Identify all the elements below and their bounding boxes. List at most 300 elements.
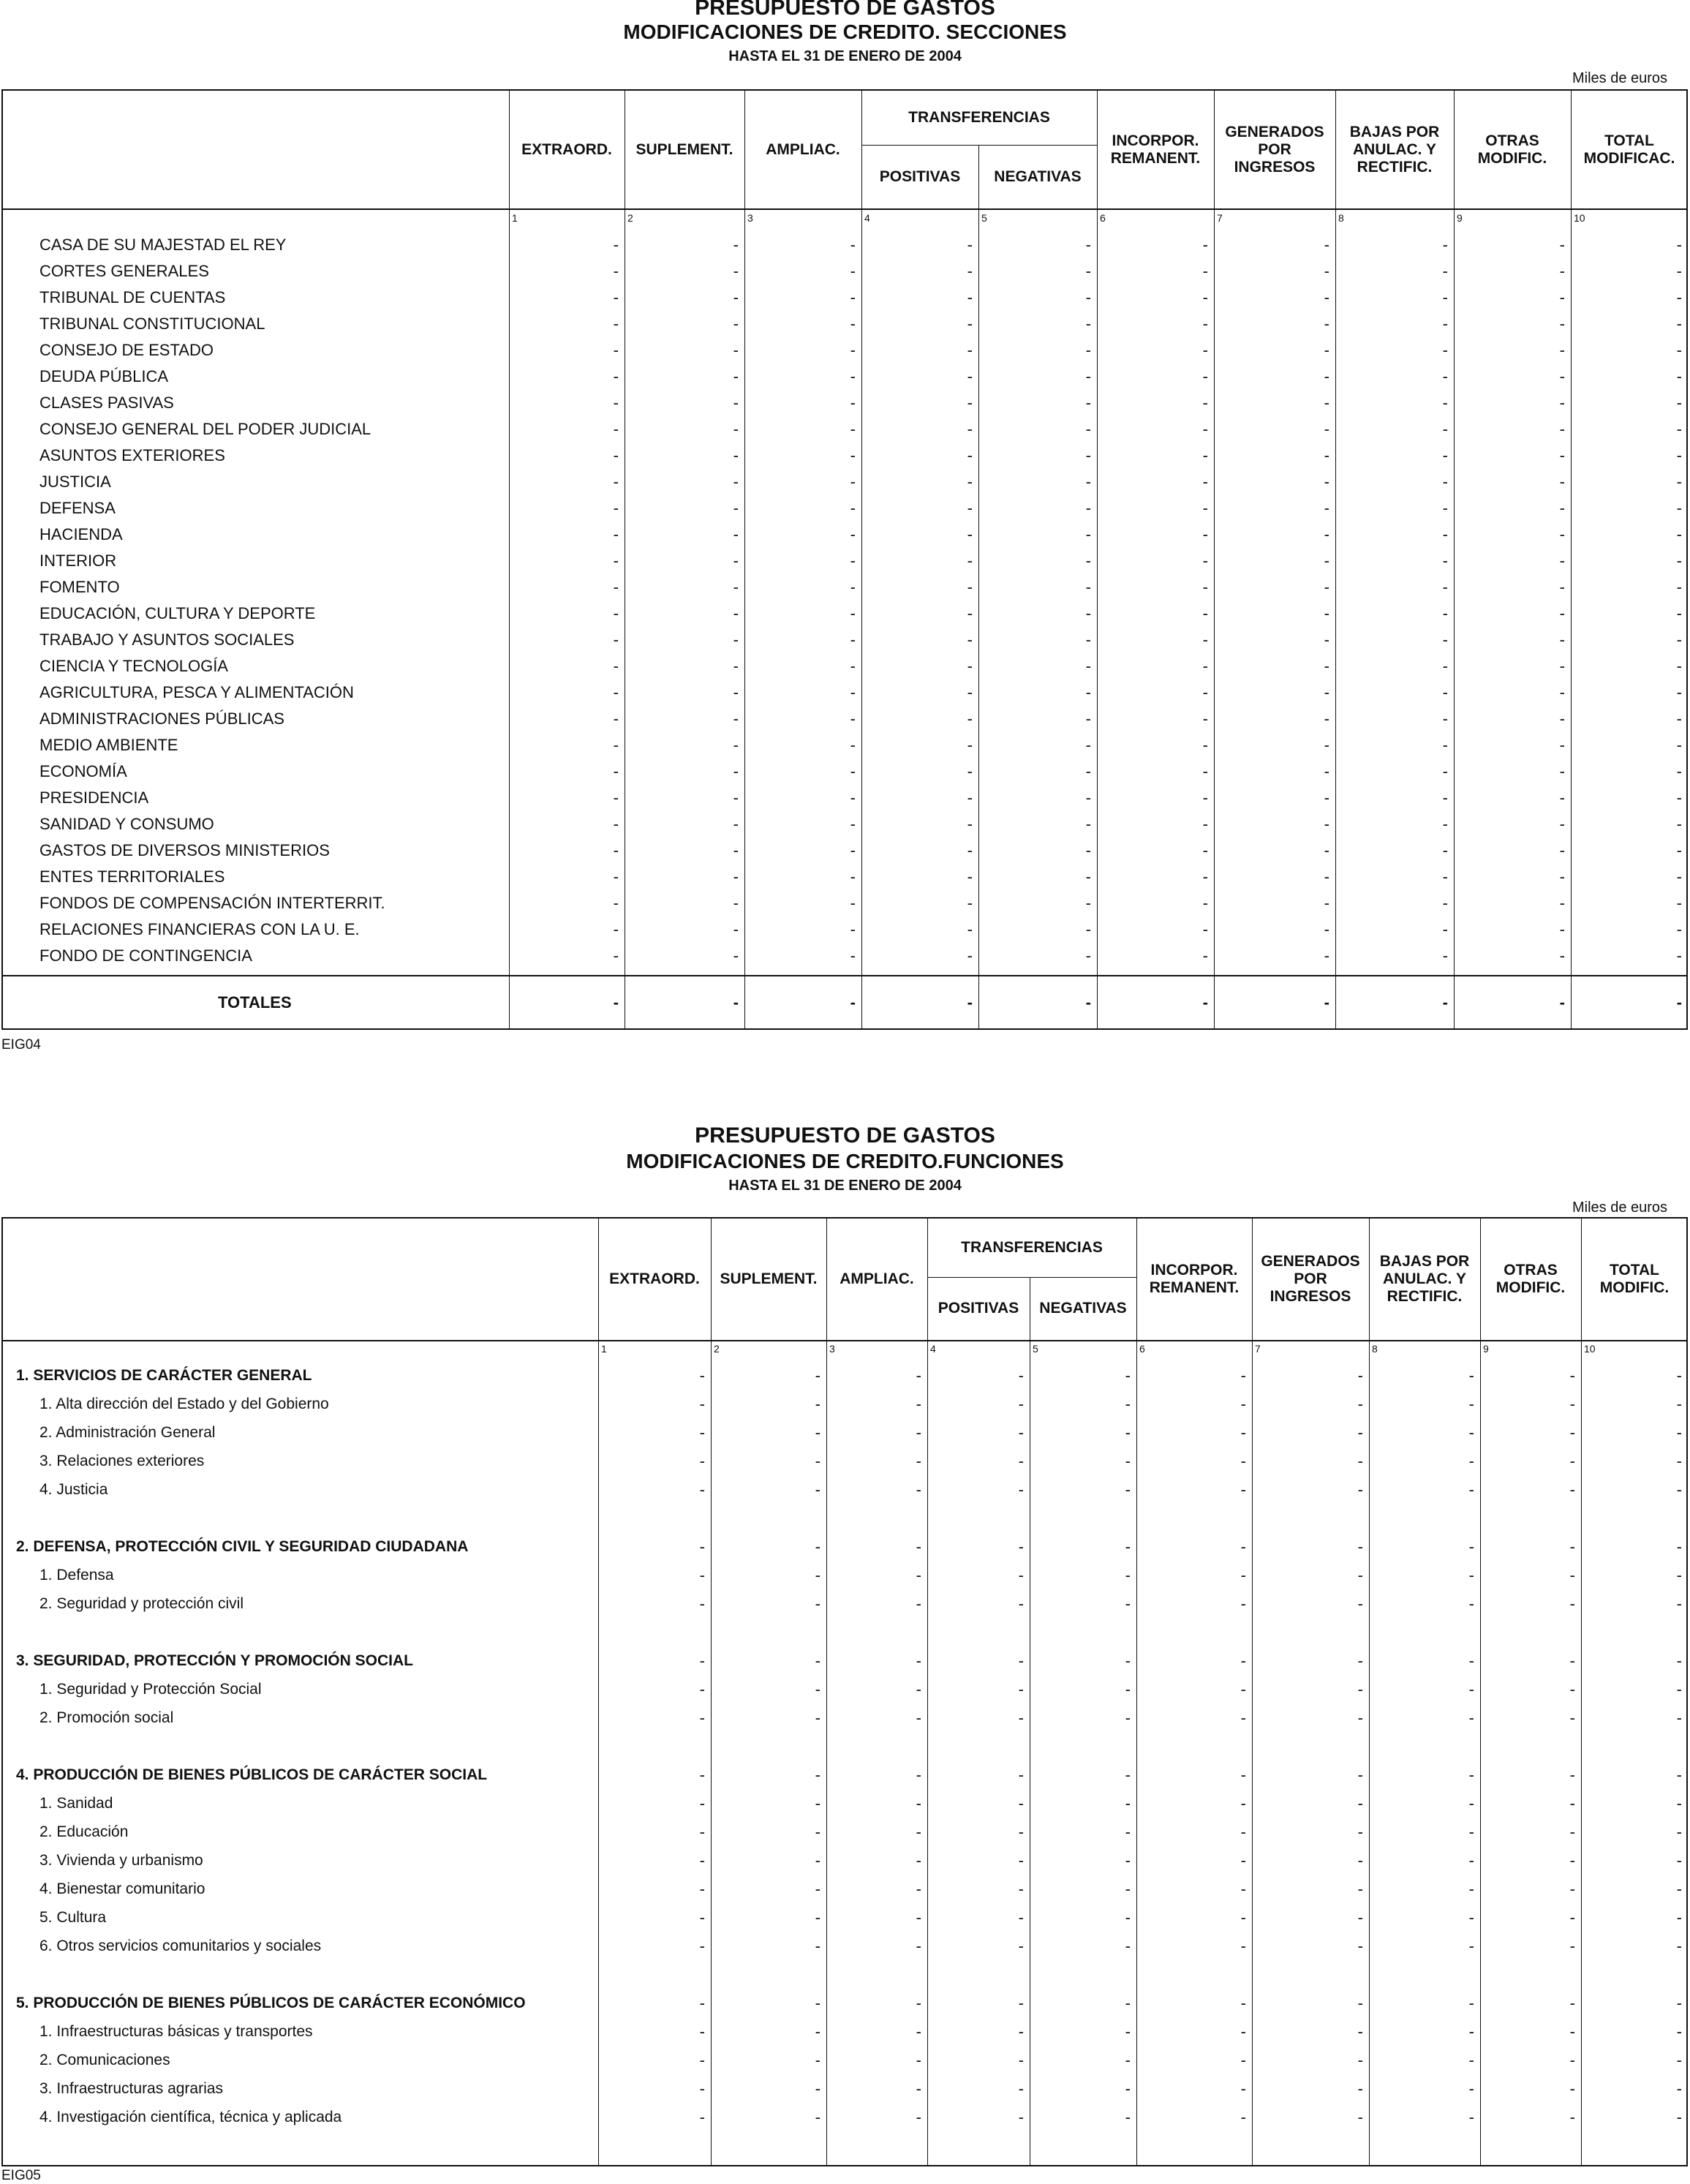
header-ampliac: AMPLIAC. [766, 140, 840, 158]
table-cell: - [699, 1423, 705, 1442]
header-bajas: BAJAS POR ANULAC. Y RECTIFIC. [1349, 123, 1440, 176]
table-cell: - [1357, 1423, 1363, 1442]
totals-cell: - [1442, 993, 1448, 1012]
table-cell: - [1324, 788, 1329, 807]
table-cell: - [850, 920, 856, 938]
table-cell: - [1468, 1766, 1474, 1784]
table-cell: - [1240, 1851, 1246, 1869]
table-cell: - [1125, 1566, 1131, 1584]
table-cell: - [1468, 1594, 1474, 1613]
table-cell: - [1468, 1537, 1474, 1556]
totals-cell: - [733, 993, 739, 1012]
table-cell: - [850, 762, 856, 780]
table-cell: - [1569, 1366, 1575, 1385]
table-cell: - [1559, 604, 1565, 622]
table-cell: - [967, 551, 973, 570]
table-cell: - [1468, 1366, 1474, 1385]
table-cell: - [1676, 2079, 1682, 2098]
table-cell: - [1559, 420, 1565, 438]
table-cell: - [1202, 736, 1208, 754]
table-cell: - [967, 630, 973, 649]
table-cell: - [1676, 894, 1682, 912]
table-cell: - [613, 262, 619, 280]
table-cell: - [1085, 288, 1091, 306]
row-label: GASTOS DE DIVERSOS MINISTERIOS [39, 841, 330, 859]
table-cell: - [916, 1652, 921, 1670]
table-cell: - [1442, 262, 1448, 280]
table-cell: - [1442, 657, 1448, 675]
table-cell: - [1357, 1994, 1363, 2012]
table-cell: - [1559, 867, 1565, 886]
table-cell: - [850, 525, 856, 543]
table-cell: - [1559, 736, 1565, 754]
table-cell: - [1018, 1423, 1024, 1442]
table-cell: - [613, 499, 619, 517]
table-cell: - [1240, 1566, 1246, 1584]
table-cell: - [1018, 2079, 1024, 2098]
table-cell: - [1202, 262, 1208, 280]
table-cell: - [850, 736, 856, 754]
table-cell: - [613, 683, 619, 701]
table-cell: - [1125, 1652, 1131, 1670]
table-cell: - [733, 499, 739, 517]
table-cell: - [815, 1652, 821, 1670]
table-cell: - [1240, 1880, 1246, 1898]
table-cell: - [1324, 499, 1329, 517]
column-number: 6 [1139, 1343, 1145, 1355]
table-cell: - [1442, 736, 1448, 754]
table-cell: - [1324, 420, 1329, 438]
row-label: CORTES GENERALES [39, 262, 209, 280]
table-cell: - [1085, 894, 1091, 912]
table-cell: - [850, 630, 856, 649]
table-cell: - [1676, 1652, 1682, 1670]
table-cell: - [1559, 262, 1565, 280]
table-cell: - [699, 2022, 705, 2041]
table-cell: - [1357, 1823, 1363, 1841]
group-label: 1. SERVICIOS DE CARÁCTER GENERAL [16, 1367, 312, 1384]
table-cell: - [613, 709, 619, 728]
table-cell: - [1559, 841, 1565, 859]
table-cell: - [1569, 1937, 1575, 1955]
table-cell: - [1559, 578, 1565, 596]
table-cell: - [1357, 1880, 1363, 1898]
table-cell: - [1202, 657, 1208, 675]
table-cell: - [850, 315, 856, 333]
item-label: 2. Educación [39, 1823, 129, 1840]
table-cell: - [1202, 815, 1208, 833]
table-cell: - [1018, 1994, 1024, 2012]
table-cell: - [815, 2108, 821, 2126]
table-cell: - [1085, 367, 1091, 385]
page2-code: EIG05 [1, 2168, 41, 2183]
table-cell: - [1442, 920, 1448, 938]
table-cell: - [1676, 2108, 1682, 2126]
page1-unit: Miles de euros [1572, 70, 1668, 86]
table-cell: - [967, 236, 973, 254]
item-label: 6. Otros servicios comunitarios y sociales [39, 1938, 322, 1954]
row-label: ENTES TERRITORIALES [39, 867, 225, 886]
table-cell: - [916, 1766, 921, 1784]
page1-code: EIG04 [1, 1037, 41, 1053]
header-ampliac: AMPLIAC. [840, 1270, 914, 1287]
row-label: CIENCIA Y TECNOLOGÍA [39, 657, 228, 675]
table-cell: - [1442, 683, 1448, 701]
totals-label: TOTALES [218, 993, 292, 1012]
table-cell: - [850, 288, 856, 306]
table-cell: - [1202, 709, 1208, 728]
table-cell: - [1442, 815, 1448, 833]
table-cell: - [815, 1537, 821, 1556]
table-cell: - [733, 420, 739, 438]
table-cell: - [1125, 1594, 1131, 1613]
table-cell: - [733, 630, 739, 649]
table-cell: - [916, 1423, 921, 1442]
column-number: 2 [627, 212, 633, 224]
table-cell: - [613, 420, 619, 438]
header-bajas: BAJAS POR ANULAC. Y RECTIFIC. [1379, 1253, 1470, 1305]
table-cell: - [613, 394, 619, 412]
table-cell: - [1468, 1395, 1474, 1413]
table-cell: - [613, 657, 619, 675]
table-cell: - [1676, 2051, 1682, 2069]
header-otras: OTRAS MODIFIC. [1495, 1262, 1566, 1296]
table-cell: - [1357, 1395, 1363, 1413]
table-cell: - [1559, 762, 1565, 780]
table-cell: - [1125, 2022, 1131, 2041]
totals-cell: - [613, 993, 619, 1012]
table-cell: - [1569, 1452, 1575, 1470]
table-cell: - [733, 946, 739, 965]
table-cell: - [967, 446, 973, 464]
item-label: 1. Seguridad y Protección Social [39, 1681, 262, 1698]
table-cell: - [733, 709, 739, 728]
header-extraord: EXTRAORD. [609, 1270, 700, 1287]
table-cell: - [699, 1823, 705, 1841]
table-cell: - [1357, 1908, 1363, 1927]
table-cell: - [1085, 236, 1091, 254]
table-cell: - [1085, 788, 1091, 807]
table-cell: - [733, 551, 739, 570]
table-cell: - [699, 1794, 705, 1812]
table-cell: - [1202, 946, 1208, 965]
totals-cell: - [967, 993, 973, 1012]
table-cell: - [1202, 446, 1208, 464]
table-cell: - [815, 1480, 821, 1499]
table-cell: - [699, 1652, 705, 1670]
table-cell: - [1085, 630, 1091, 649]
table-cell: - [1468, 2108, 1474, 2126]
table-cell: - [1085, 709, 1091, 728]
column-number: 9 [1483, 1343, 1489, 1355]
table-cell: - [1085, 867, 1091, 886]
table-cell: - [699, 2051, 705, 2069]
table-cell: - [1018, 1480, 1024, 1499]
table-cell: - [1240, 1652, 1246, 1670]
table-cell: - [1676, 1566, 1682, 1584]
table-cell: - [733, 736, 739, 754]
table-cell: - [1676, 1937, 1682, 1955]
table-cell: - [613, 604, 619, 622]
table-cell: - [850, 894, 856, 912]
table-cell: - [1676, 288, 1682, 306]
table-cell: - [916, 2051, 921, 2069]
table-cell: - [613, 788, 619, 807]
table-cell: - [1559, 394, 1565, 412]
column-number: 8 [1372, 1343, 1378, 1355]
column-number: 10 [1584, 1343, 1596, 1355]
table-cell: - [733, 472, 739, 491]
column-number: 4 [864, 212, 870, 224]
table-cell: - [1569, 2051, 1575, 2069]
item-label: 1. Sanidad [39, 1795, 113, 1812]
table-cell: - [1085, 815, 1091, 833]
table-cell: - [1240, 2108, 1246, 2126]
table-cell: - [1125, 1880, 1131, 1898]
table-cell: - [1468, 2079, 1474, 2098]
table-cell: - [1559, 709, 1565, 728]
table-cell: - [1085, 472, 1091, 491]
header-bottom-line [1, 1340, 1688, 1341]
table-cell: - [1442, 867, 1448, 886]
table-cell: - [1202, 288, 1208, 306]
table-cell: - [699, 1937, 705, 1955]
item-label: 5. Cultura [39, 1909, 107, 1926]
table-cell: - [1357, 1594, 1363, 1613]
table-cell: - [1324, 841, 1329, 859]
page1-title: PRESUPUESTO DE GASTOS [695, 0, 995, 20]
table-cell: - [733, 288, 739, 306]
header-generados: GENERADOS POR INGRESOS [1261, 1253, 1360, 1305]
table-cell: - [1442, 630, 1448, 649]
header-transferencias: TRANSFERENCIAS [961, 1239, 1103, 1256]
table-cell: - [1559, 472, 1565, 491]
table-cell: - [1018, 2022, 1024, 2041]
table-cell: - [733, 367, 739, 385]
table-cell: - [1202, 367, 1208, 385]
table-cell: - [1202, 315, 1208, 333]
table-cell: - [1125, 1994, 1131, 2012]
column-number: 9 [1457, 212, 1463, 224]
table-cell: - [1085, 315, 1091, 333]
table-cell: - [1240, 1937, 1246, 1955]
table-cell: - [1324, 472, 1329, 491]
table-cell: - [1357, 2108, 1363, 2126]
page2-title: PRESUPUESTO DE GASTOS [695, 1123, 995, 1148]
table-cell: - [1442, 341, 1448, 359]
table-cell: - [613, 736, 619, 754]
page2-unit: Miles de euros [1572, 1200, 1668, 1216]
table-cell: - [1018, 1652, 1024, 1670]
table-cell: - [733, 867, 739, 886]
table-cell: - [916, 1709, 921, 1727]
table-cell: - [967, 736, 973, 754]
table-cell: - [850, 657, 856, 675]
table-cell: - [916, 1594, 921, 1613]
table-cell: - [815, 1851, 821, 1869]
table-cell: - [1442, 499, 1448, 517]
table-cell: - [1125, 1908, 1131, 1927]
table-cell: - [1085, 551, 1091, 570]
table-cell: - [1468, 1452, 1474, 1470]
row-label: DEUDA PÚBLICA [39, 367, 169, 385]
table-cell: - [1676, 1880, 1682, 1898]
table-cell: - [613, 762, 619, 780]
table-cell: - [1202, 894, 1208, 912]
table-cell: - [1676, 709, 1682, 728]
totals-cell: - [1676, 993, 1682, 1012]
table-cell: - [1442, 762, 1448, 780]
table-cell: - [1559, 683, 1565, 701]
table-cell: - [699, 1452, 705, 1470]
table-cell: - [967, 841, 973, 859]
table-cell: - [815, 1880, 821, 1898]
table-cell: - [1324, 315, 1329, 333]
table-cell: - [1085, 420, 1091, 438]
table-cell: - [1240, 1908, 1246, 1927]
table-cell: - [1559, 946, 1565, 965]
table-cell: - [733, 446, 739, 464]
row-label: INTERIOR [39, 551, 117, 570]
table-cell: - [1125, 1366, 1131, 1385]
table-cell: - [1676, 604, 1682, 622]
table-cell: - [1125, 1537, 1131, 1556]
table-cell: - [1569, 2108, 1575, 2126]
table-cell: - [1125, 1823, 1131, 1841]
table-cell: - [733, 788, 739, 807]
table-cell: - [613, 315, 619, 333]
table-cell: - [967, 920, 973, 938]
table-cell: - [1018, 2108, 1024, 2126]
table-cell: - [1240, 2051, 1246, 2069]
table-cell: - [1085, 841, 1091, 859]
table-cell: - [916, 1566, 921, 1584]
table-cell: - [1559, 525, 1565, 543]
table-cell: - [967, 683, 973, 701]
row-label: TRABAJO Y ASUNTOS SOCIALES [39, 630, 295, 649]
table-cell: - [1442, 946, 1448, 965]
table-cell: - [967, 525, 973, 543]
table-cell: - [1468, 1937, 1474, 1955]
row-label: FONDOS DE COMPENSACIÓN INTERTERRIT. [39, 894, 385, 912]
table-cell: - [1676, 1423, 1682, 1442]
table-cell: - [1240, 1680, 1246, 1698]
table-cell: - [1676, 236, 1682, 254]
table-cell: - [1569, 1594, 1575, 1613]
table-cell: - [1676, 394, 1682, 412]
table-cell: - [815, 1823, 821, 1841]
table-cell: - [1442, 525, 1448, 543]
table-cell: - [1442, 472, 1448, 491]
row-label: HACIENDA [39, 525, 123, 543]
table-cell: - [1202, 604, 1208, 622]
totals-cell: - [1202, 993, 1208, 1012]
table-cell: - [1085, 946, 1091, 965]
row-label: TRIBUNAL CONSTITUCIONAL [39, 315, 265, 333]
totals-top-line [1, 975, 1688, 976]
table-cell: - [1240, 1766, 1246, 1784]
table-cell: - [1569, 1766, 1575, 1784]
item-label: 4. Justicia [39, 1481, 108, 1498]
table-cell: - [1324, 867, 1329, 886]
table-cell: - [733, 920, 739, 938]
table-cell: - [1324, 762, 1329, 780]
table-cell: - [1324, 920, 1329, 938]
table-cell: - [1559, 551, 1565, 570]
table-cell: - [1559, 236, 1565, 254]
table-cell: - [815, 1566, 821, 1584]
column-number: 5 [981, 212, 987, 224]
table-cell: - [1240, 2022, 1246, 2041]
column-number: 4 [930, 1343, 936, 1355]
row-label: ECONOMÍA [39, 762, 127, 780]
table-cell: - [967, 657, 973, 675]
header-bottom-line [1, 208, 1688, 210]
table-cell: - [1442, 420, 1448, 438]
table-cell: - [1085, 394, 1091, 412]
table-cell: - [1676, 946, 1682, 965]
totals-cell: - [1559, 993, 1565, 1012]
table-cell: - [850, 236, 856, 254]
table-cell: - [1202, 420, 1208, 438]
table-cell: - [1676, 1537, 1682, 1556]
table-cell: - [916, 1880, 921, 1898]
table-cell: - [850, 551, 856, 570]
table-cell: - [699, 1480, 705, 1499]
table-cell: - [1676, 1480, 1682, 1499]
table-cell: - [1559, 367, 1565, 385]
row-label: JUSTICIA [39, 472, 111, 491]
table-cell: - [1085, 604, 1091, 622]
table-cell: - [1085, 736, 1091, 754]
table-cell: - [699, 1537, 705, 1556]
table-cell: - [1676, 578, 1682, 596]
table-cell: - [1357, 1680, 1363, 1698]
table-cell: - [1569, 2022, 1575, 2041]
header-transferencias: TRANSFERENCIAS [908, 109, 1050, 126]
table-cell: - [1468, 2022, 1474, 2041]
table-cell: - [967, 578, 973, 596]
row-label: FONDO DE CONTINGENCIA [39, 946, 252, 965]
table-cell: - [1085, 446, 1091, 464]
table-cell: - [1125, 2108, 1131, 2126]
table-cell: - [916, 1994, 921, 2012]
table-cell: - [1559, 788, 1565, 807]
row-label: CONSEJO DE ESTADO [39, 341, 214, 359]
table-cell: - [1018, 1452, 1024, 1470]
table-cell: - [1676, 815, 1682, 833]
header-total: TOTAL MODIFICAC. [1583, 132, 1675, 167]
table-cell: - [733, 262, 739, 280]
table-cell: - [1324, 578, 1329, 596]
table-cell: - [699, 1766, 705, 1784]
table-cell: - [1240, 2079, 1246, 2098]
table-cell: - [1125, 1680, 1131, 1698]
table-cell: - [1569, 1851, 1575, 1869]
table-cell: - [733, 683, 739, 701]
table-cell: - [815, 1937, 821, 1955]
table-cell: - [815, 1366, 821, 1385]
table-cell: - [1468, 1652, 1474, 1670]
table-cell: - [1442, 894, 1448, 912]
table-cell: - [967, 367, 973, 385]
table-cell: - [850, 420, 856, 438]
table-cell: - [1468, 1680, 1474, 1698]
row-label: ASUNTOS EXTERIORES [39, 446, 225, 464]
table-cell: - [733, 762, 739, 780]
column-number: 3 [829, 1343, 835, 1355]
group-label: 5. PRODUCCIÓN DE BIENES PÚBLICOS DE CARÁCTER ECONÓMICO [16, 1995, 526, 2011]
